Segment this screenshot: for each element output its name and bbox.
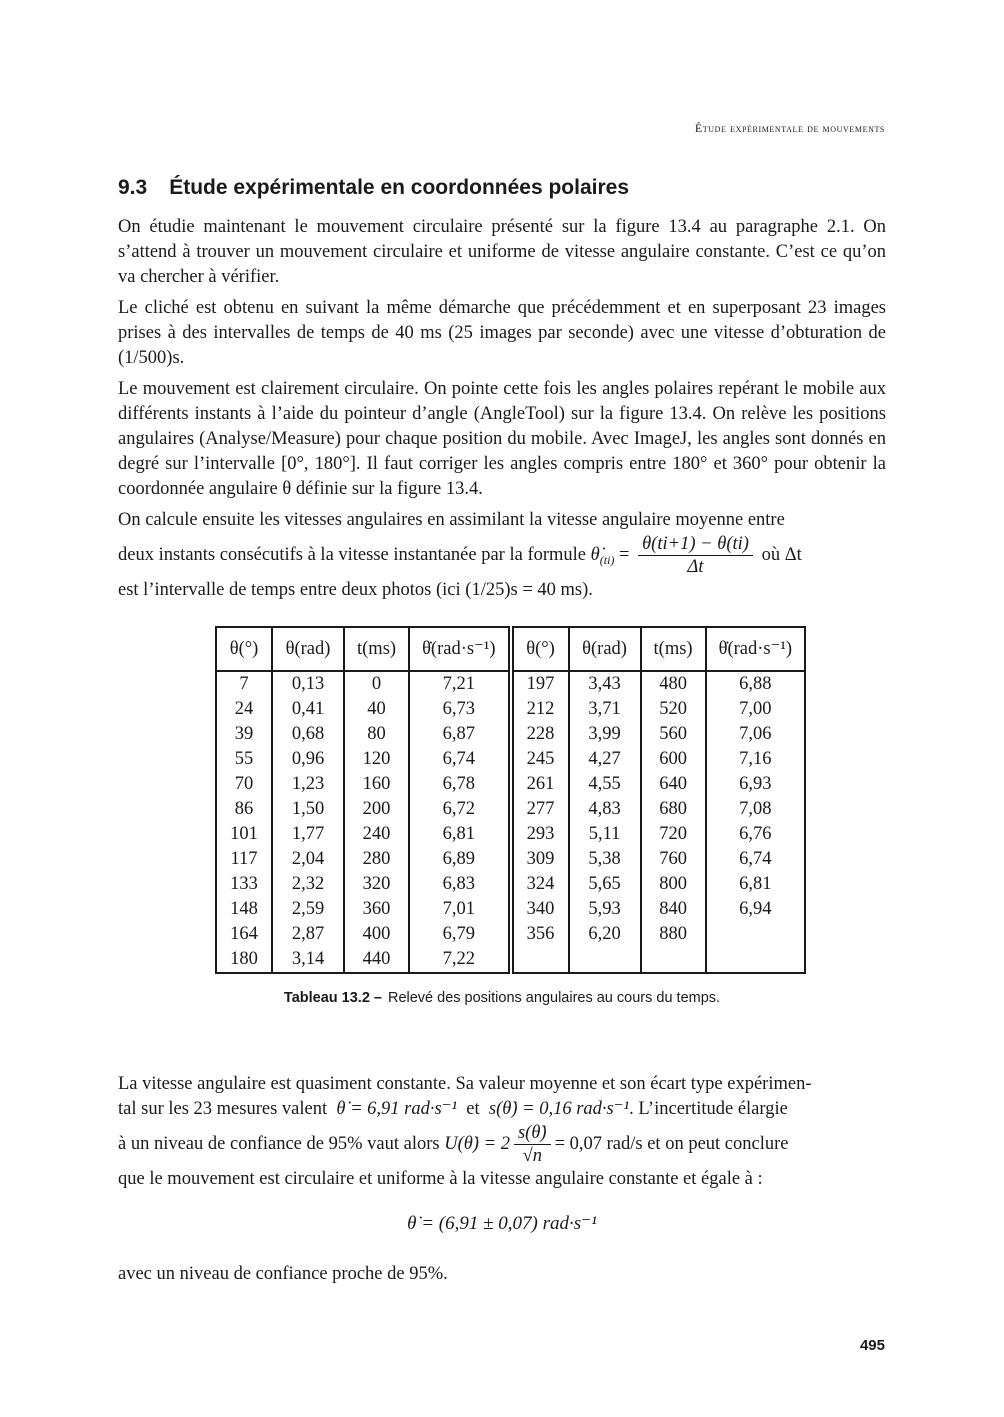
cell-time-2 (641, 947, 706, 973)
paragraph-3: Le mouvement est clairement circulaire. On pointe cette fois les angles polaires repérant le mobile aux différents instants à l’aide du pointeur d’angle (AngleTool) sur la figure 13.4. On relève les positions angulaires (Analyse/Measure) pour chaque position du mobile. Avec ImageJ, les angles sont donnés en degré sur l’intervalle [0°, 180°]. Il faut corriger les angles compris entre 180° et 360° pour obtenir la coordonnée angulaire θ définie sur la figure 13.4. (118, 379, 886, 499)
table-row (216, 747, 805, 772)
table-caption (0, 990, 1004, 1006)
conclusion-line-3-post: = 0,07 rad/s et on peut conclure (554, 1133, 789, 1154)
cell-theta-rad-2: 6,20 (569, 922, 641, 947)
table-row (216, 947, 805, 973)
cell-omega-2: 7,00 (706, 697, 805, 722)
cell-time-1: 320 (344, 872, 409, 897)
cell-time-2: 680 (641, 797, 706, 822)
cell-theta-rad-1: 0,68 (272, 722, 344, 747)
cell-omega-1: 6,78 (409, 772, 510, 797)
cell-theta-rad-1: 1,50 (272, 797, 344, 822)
header-theta-deg-1: θ(°) (216, 627, 272, 671)
cell-omega-1: 6,87 (409, 722, 510, 747)
paragraph-4-line-1: On calcule ensuite les vitesses angulaires en assimilant la vitesse angulaire moyenne entre (118, 510, 785, 530)
cell-theta-deg-1: 180 (216, 947, 272, 973)
header-time-1: t(ms) (344, 627, 409, 671)
cell-theta-rad-1: 0,41 (272, 697, 344, 722)
cell-theta-deg-1: 117 (216, 847, 272, 872)
cell-theta-rad-1: 1,23 (272, 772, 344, 797)
table-row (216, 897, 805, 922)
cell-theta-rad-2 (569, 947, 641, 973)
cell-theta-rad-2: 5,11 (569, 822, 641, 847)
cell-time-2: 480 (641, 671, 706, 697)
table-body (216, 671, 805, 973)
cell-theta-deg-2: 293 (511, 822, 569, 847)
uncertainty-lhs: U(θ̇) = 2 (444, 1133, 510, 1154)
cell-theta-deg-2: 197 (511, 671, 569, 697)
conclusion-line-1: La vitesse angulaire est quasiment constante. Sa valeur moyenne et son écart type expérimen- (118, 1074, 812, 1094)
cell-theta-deg-1: 101 (216, 822, 272, 847)
cell-omega-2: 6,88 (706, 671, 805, 697)
cell-theta-rad-2: 5,93 (569, 897, 641, 922)
cell-omega-2: 6,74 (706, 847, 805, 872)
table-row (216, 847, 805, 872)
table-row (216, 822, 805, 847)
formula-denominator: Δt (687, 557, 704, 577)
paragraph-4-line-2-post: où Δt (761, 544, 802, 565)
cell-time-1: 120 (344, 747, 409, 772)
table-row (216, 697, 805, 722)
cell-time-1: 280 (344, 847, 409, 872)
conclusion-line-4: que le mouvement est circulaire et uniforme à la vitesse angulaire constante et égale à : (118, 1169, 763, 1189)
cell-omega-1: 6,72 (409, 797, 510, 822)
formula-fraction (638, 533, 753, 578)
cell-omega-1: 7,01 (409, 897, 510, 922)
cell-theta-deg-2: 309 (511, 847, 569, 872)
cell-omega-2: 6,81 (706, 872, 805, 897)
final-sentence: avec un niveau de confiance proche de 95%. (118, 1264, 448, 1284)
table-row (216, 722, 805, 747)
cell-time-2: 560 (641, 722, 706, 747)
cell-omega-1: 7,22 (409, 947, 510, 973)
conclusion-text (118, 1072, 886, 1192)
cell-time-2: 520 (641, 697, 706, 722)
cell-time-2: 640 (641, 772, 706, 797)
table-row (216, 671, 805, 697)
cell-omega-2 (706, 922, 805, 947)
cell-time-1: 240 (344, 822, 409, 847)
cell-time-1: 40 (344, 697, 409, 722)
cell-theta-rad-1: 2,87 (272, 922, 344, 947)
cell-theta-rad-2: 3,71 (569, 697, 641, 722)
cell-time-1: 80 (344, 722, 409, 747)
paragraph-4-line-2-pre: deux instants consécutifs à la vitesse instantanée par la formule (118, 544, 587, 565)
uncertainty-fraction (514, 1122, 551, 1167)
paragraph-4-line-3: est l’intervalle de temps entre deux photos (ici (1/25)s = 40 ms). (118, 580, 593, 600)
uncertainty-denominator: √n (522, 1146, 542, 1166)
cell-omega-2: 6,76 (706, 822, 805, 847)
table-row (216, 872, 805, 897)
angular-positions-table-wrapper (215, 626, 806, 974)
cell-omega-1: 6,73 (409, 697, 510, 722)
cell-omega-2: 7,06 (706, 722, 805, 747)
header-theta-rad-1: θ(rad) (272, 627, 344, 671)
caption-label: Tableau 13.2 – (283, 990, 382, 1006)
cell-theta-rad-1: 2,04 (272, 847, 344, 872)
running-header: Étude expérimentale de mouvements (694, 121, 885, 135)
cell-theta-rad-2: 5,38 (569, 847, 641, 872)
cell-theta-rad-1: 2,32 (272, 872, 344, 897)
cell-omega-2: 7,16 (706, 747, 805, 772)
cell-time-2: 600 (641, 747, 706, 772)
formula-numerator: θ(ti+1) − θ(ti) (638, 533, 753, 556)
cell-theta-deg-1: 86 (216, 797, 272, 822)
cell-time-1: 400 (344, 922, 409, 947)
section-heading (118, 176, 629, 200)
cell-omega-1: 6,79 (409, 922, 510, 947)
paragraph-2: Le cliché est obtenu en suivant la même démarche que précédemment et en superposant 23 images prises à des intervalles de temps de 40 ms (25 images par seconde) avec une vitesse d’obturation de (1/500)s. (118, 298, 886, 368)
cell-theta-deg-2: 356 (511, 922, 569, 947)
angular-positions-table (215, 626, 806, 974)
page-number: 495 (859, 1337, 885, 1354)
cell-theta-rad-2: 3,43 (569, 671, 641, 697)
cell-theta-rad-2: 5,65 (569, 872, 641, 897)
cell-theta-deg-2: 324 (511, 872, 569, 897)
cell-theta-deg-1: 24 (216, 697, 272, 722)
cell-time-2: 720 (641, 822, 706, 847)
cell-time-1: 360 (344, 897, 409, 922)
cell-theta-deg-2: 277 (511, 797, 569, 822)
cell-theta-deg-2: 340 (511, 897, 569, 922)
cell-omega-2: 6,94 (706, 897, 805, 922)
cell-theta-deg-2: 245 (511, 747, 569, 772)
caption-text: Relevé des positions angulaires au cours du temps. (387, 990, 721, 1006)
mean-value: θ̇ = 6,91 rad·s⁻¹ (336, 1099, 458, 1119)
cell-theta-rad-2: 4,55 (569, 772, 641, 797)
intro-text (118, 215, 886, 603)
cell-theta-rad-1: 3,14 (272, 947, 344, 973)
cell-time-2: 760 (641, 847, 706, 872)
conclusion-line-2-post: . L’incertitude élargie (629, 1099, 788, 1119)
section-title: Étude expérimentale en coordonnées polaires (169, 176, 630, 199)
cell-omega-1: 6,81 (409, 822, 510, 847)
conclusion-line-3-pre: à un niveau de confiance de 95% vaut alors (118, 1133, 440, 1154)
cell-theta-rad-2: 3,99 (569, 722, 641, 747)
cell-time-1: 440 (344, 947, 409, 973)
result-equation: θ̇ = (6,91 ± 0,07) rad·s⁻¹ (407, 1213, 597, 1234)
header-omega-1: θ̇(rad·s⁻¹) (409, 627, 510, 671)
cell-theta-deg-2: 228 (511, 722, 569, 747)
cell-theta-rad-1: 0,13 (272, 671, 344, 697)
cell-omega-1: 7,21 (409, 671, 510, 697)
cell-omega-2: 7,08 (706, 797, 805, 822)
header-omega-2: θ̇(rad·s⁻¹) (706, 627, 805, 671)
cell-theta-rad-2: 4,83 (569, 797, 641, 822)
cell-time-2: 840 (641, 897, 706, 922)
cell-time-2: 880 (641, 922, 706, 947)
uncertainty-numerator: s(θ̇) (514, 1122, 551, 1145)
header-time-2: t(ms) (641, 627, 706, 671)
conclusion-line-2-pre: tal sur les 23 mesures valent (118, 1099, 328, 1119)
table-header-row (216, 627, 805, 671)
cell-time-1: 0 (344, 671, 409, 697)
cell-theta-rad-2: 4,27 (569, 747, 641, 772)
cell-theta-deg-2: 212 (511, 697, 569, 722)
cell-omega-1: 6,83 (409, 872, 510, 897)
cell-time-1: 160 (344, 772, 409, 797)
header-theta-rad-2: θ(rad) (569, 627, 641, 671)
cell-theta-deg-1: 133 (216, 872, 272, 897)
cell-theta-rad-1: 1,77 (272, 822, 344, 847)
cell-time-2: 800 (641, 872, 706, 897)
cell-omega-2: 6,93 (706, 772, 805, 797)
cell-theta-deg-1: 164 (216, 922, 272, 947)
cell-time-1: 200 (344, 797, 409, 822)
cell-theta-rad-1: 2,59 (272, 897, 344, 922)
conclusion-and: et (466, 1099, 480, 1119)
cell-omega-1: 6,74 (409, 747, 510, 772)
table-row (216, 922, 805, 947)
formula-lhs: θ̇ (590, 544, 600, 565)
formula-lhs-sub: (ti) (599, 552, 615, 567)
cell-theta-deg-1: 39 (216, 722, 272, 747)
cell-omega-2 (706, 947, 805, 973)
header-theta-deg-2: θ(°) (511, 627, 569, 671)
paragraph-1: On étudie maintenant le mouvement circulaire présenté sur la figure 13.4 au paragraphe 2.1. On s’attend à trouver un mouvement circulaire et uniforme de vitesse angulaire constante. C’est ce qu’on va chercher à vérifier. (118, 217, 886, 287)
cell-theta-deg-1: 70 (216, 772, 272, 797)
cell-theta-rad-1: 0,96 (272, 747, 344, 772)
std-value: s(θ̇) = 0,16 rad·s⁻¹ (488, 1099, 630, 1119)
cell-theta-deg-1: 7 (216, 671, 272, 697)
paragraph-4: On calcule ensuite les vitesses angulaires en assimilant la vitesse angulaire moyenne entre deux instants consécutifs à la vitesse instantanée par la formule $\thetȧ_{(ti)}$ = $\frac{\theta(ti+1) - \theta(ti)}{\Delta t}$ où Δt est l’intervalle de temps entre deux photos (ici (1/25)s = 40 ms). (118, 510, 802, 600)
table-row (216, 772, 805, 797)
cell-theta-deg-1: 148 (216, 897, 272, 922)
table-row (216, 797, 805, 822)
cell-theta-deg-2 (511, 947, 569, 973)
cell-omega-1: 6,89 (409, 847, 510, 872)
section-number: 9.3 (118, 176, 148, 199)
cell-theta-deg-2: 261 (511, 772, 569, 797)
cell-theta-deg-1: 55 (216, 747, 272, 772)
